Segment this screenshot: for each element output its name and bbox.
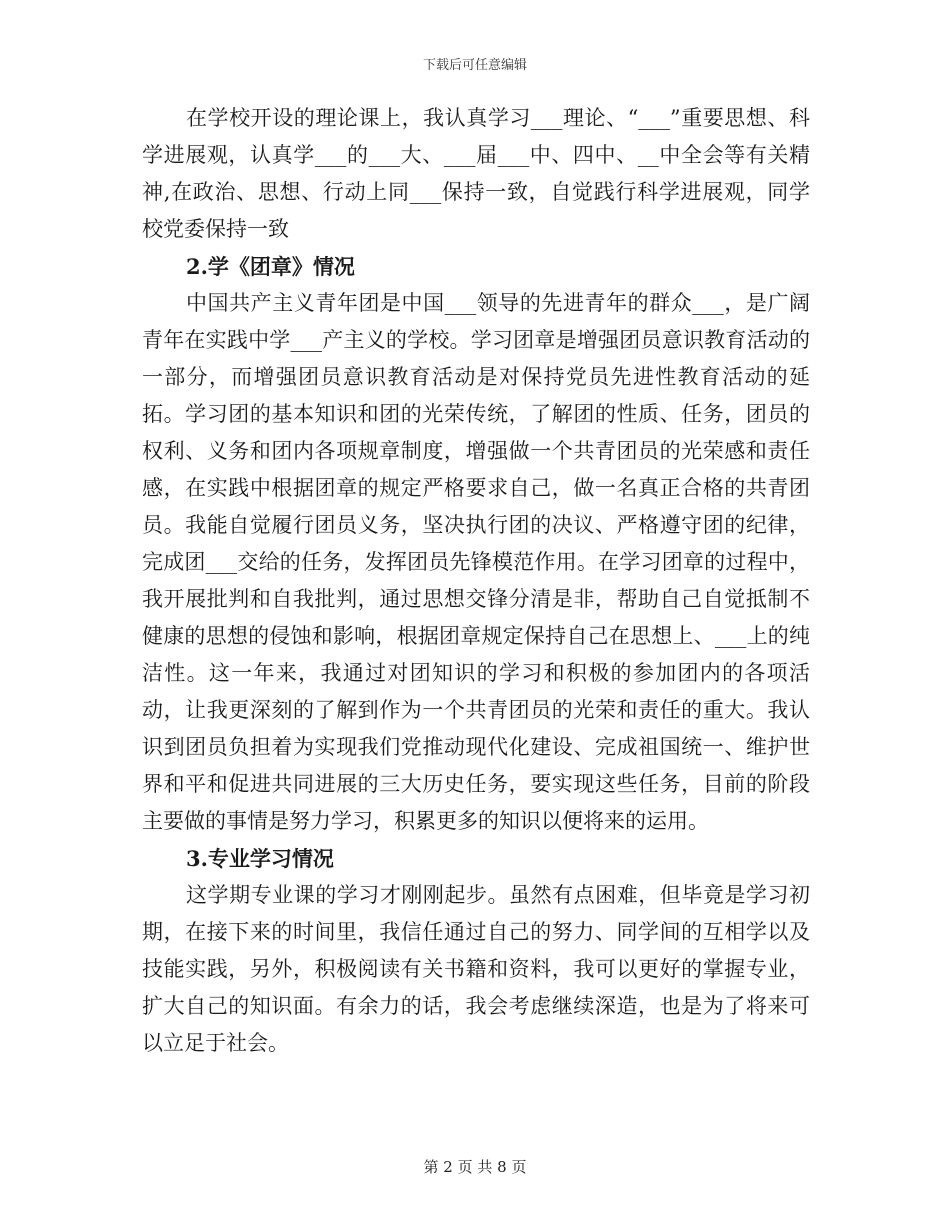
intro-paragraph: 在学校开设的理论课上，我认真学习___理论、“___”重要思想、科学进展观，认真学___的___大、___届___中、四中、__中全会等有关精神,在政治、思想、行动上同___保持一致，自觉践行科学进展观，同学校党委保持一致	[142, 106, 810, 241]
page-header: 下载后可任意编辑	[422, 58, 527, 73]
section-2-paragraph: 中国共产主义青年团是中国___领导的先进青年的群众___，是广阔青年在实践中学___产主义的学校。学习团章是增强团员意识教育活动的一部分，而增强团员意识教育活动是对保持党员先进性教育活动的延拓。学习团的基本知识和团的光荣传统，了解团的性质、任务，团员的权利、义务和团内各项规章制度，增强做一个共青团员的光荣感和责任感，在实践中根据团章的规定严格要求自己，做一名真正合格的共青团员。我能自觉履行团员义务，坚决执行团的决议、严格遵守团的纪律，完成团___交给的任务，发挥团员先锋模范作用。在学习团章的过程中，我开展批判和自我批判，通过思想交锋分清是非，帮助自己自觉抵制不健康的思想的侵蚀和影响，根据团章规定保持自己在思想上、___上的纯洁性。这一年来，我通过对团知识的学习和积极的参加团内的各项活动，让我更深刻的了解到作为一个共青团员的光荣和责任的重大。我认识到团员负担着为实现我们党推动现代化建设、完成祖国统一、维护世界和平和促进共同进展的三大历史任务，要实现这些任务，目前的阶段主要做的事情是努力学习，积累更多的知识以便将来的运用。	[142, 291, 810, 833]
section-3-paragraph: 这学期专业课的学习才刚刚起步。虽然有点困难，但毕竟是学习初期，在接下来的时间里，我信任通过自己的努力、同学间的互相学以及技能实践，另外，积极阅读有关书籍和资料，我可以更好的掌握专业，扩大自己的知识面。有余力的话，我会考虑继续深造，也是为了将来可以立足于社会。	[142, 883, 810, 1055]
section-heading-3: 3.专业学习情况	[186, 846, 334, 871]
page-number: 第 2 页 共 8 页	[423, 1158, 527, 1176]
section-heading-2: 2.学《团章》情况	[186, 254, 355, 279]
document-body	[142, 100, 810, 1062]
